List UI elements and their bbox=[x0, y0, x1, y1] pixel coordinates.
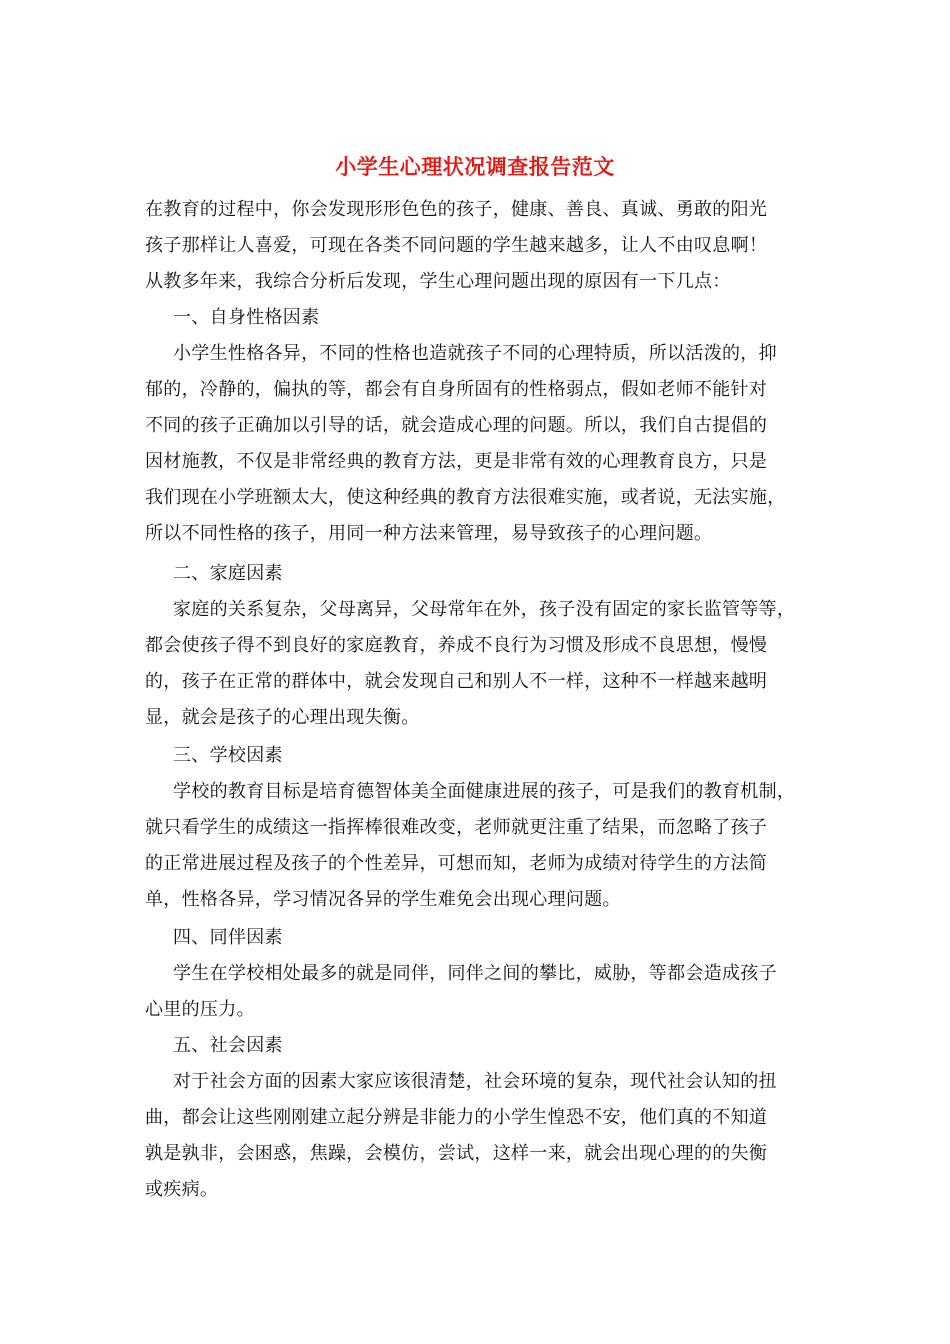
paragraph-line: 就只看学生的成绩这一指挥棒很难改变，老师就更注重了结果，而忽略了孩子 bbox=[145, 817, 768, 838]
paragraph-line: 的，孩子在正常的群体中，就会发现自己和别人不一样，这种不一样越来越明 bbox=[145, 671, 768, 692]
paragraph-line: 单，性格各异，学习情况各异的学生难免会出现心理问题。 bbox=[145, 889, 621, 910]
paragraph-line: 曲，都会让这些刚刚建立起分辨是非能力的小学生惶恐不安，他们真的不知道 bbox=[145, 1107, 768, 1128]
paragraph-line: 所以不同性格的孩子，用同一种方法来管理，易导致孩子的心理问题。 bbox=[145, 523, 713, 544]
paragraph-line: 家庭的关系复杂，父母离异，父母常年在外，孩子没有固定的家长监管等等， bbox=[173, 599, 796, 620]
paragraph-line: 学生在学校相处最多的就是同伴，同伴之间的攀比，威胁，等都会造成孩子 bbox=[173, 963, 777, 984]
paragraph-line: 孰是孰非，会困惑，焦躁，会模仿，尝试，这样一来，就会出现心理的的失衡 bbox=[145, 1143, 768, 1164]
paragraph-line: 不同的孩子正确加以引导的话，就会造成心理的问题。所以，我们自古提倡的 bbox=[145, 415, 768, 436]
paragraph-line: 学校的教育目标是培育德智体美全面健康进展的孩子，可是我们的教育机制， bbox=[173, 781, 796, 802]
paragraph-line: 在教育的过程中，你会发现形形色色的孩子，健康、善良、真诚、勇敢的阳光 bbox=[145, 199, 768, 220]
paragraph-line: 心里的压力。 bbox=[145, 999, 255, 1020]
paragraph-line: 对于社会方面的因素大家应该很清楚，社会环境的复杂，现代社会认知的扭 bbox=[173, 1071, 777, 1092]
paragraph-line: 从教多年来，我综合分析后发现，学生心理问题出现的原因有一下几点： bbox=[145, 271, 731, 292]
section-heading: 四、同伴因素 bbox=[173, 927, 283, 948]
paragraph-line: 孩子那样让人喜爱，可现在各类不同问题的学生越来越多，让人不由叹息啊！ bbox=[145, 235, 768, 256]
paragraph-line: 小学生性格各异，不同的性格也造就孩子不同的心理特质，所以活泼的，抑 bbox=[173, 343, 777, 364]
paragraph-line: 都会使孩子得不到良好的家庭教育，养成不良行为习惯及形成不良思想，慢慢 bbox=[145, 635, 768, 656]
document-title: 小学生心理状况调查报告范文 bbox=[335, 154, 615, 179]
paragraph-line: 郁的，冷静的，偏执的等，都会有自身所固有的性格弱点，假如老师不能针对 bbox=[145, 379, 768, 400]
section-heading: 五、社会因素 bbox=[173, 1035, 283, 1056]
paragraph-line: 或疾病。 bbox=[145, 1179, 219, 1200]
paragraph-line: 的正常进展过程及孩子的个性差异，可想而知，老师为成绩对待学生的方法简 bbox=[145, 853, 768, 874]
section-heading: 一、自身性格因素 bbox=[173, 307, 320, 328]
section-heading: 三、学校因素 bbox=[173, 745, 283, 766]
paragraph-line: 我们现在小学班额太大，使这种经典的教育方法很难实施，或者说，无法实施， bbox=[145, 487, 786, 508]
paragraph-line: 显，就会是孩子的心理出现失衡。 bbox=[145, 707, 420, 728]
paragraph-line: 因材施教，不仅是非常经典的教育方法，更是非常有效的心理教育良方，只是 bbox=[145, 451, 768, 472]
section-heading: 二、家庭因素 bbox=[173, 563, 283, 584]
